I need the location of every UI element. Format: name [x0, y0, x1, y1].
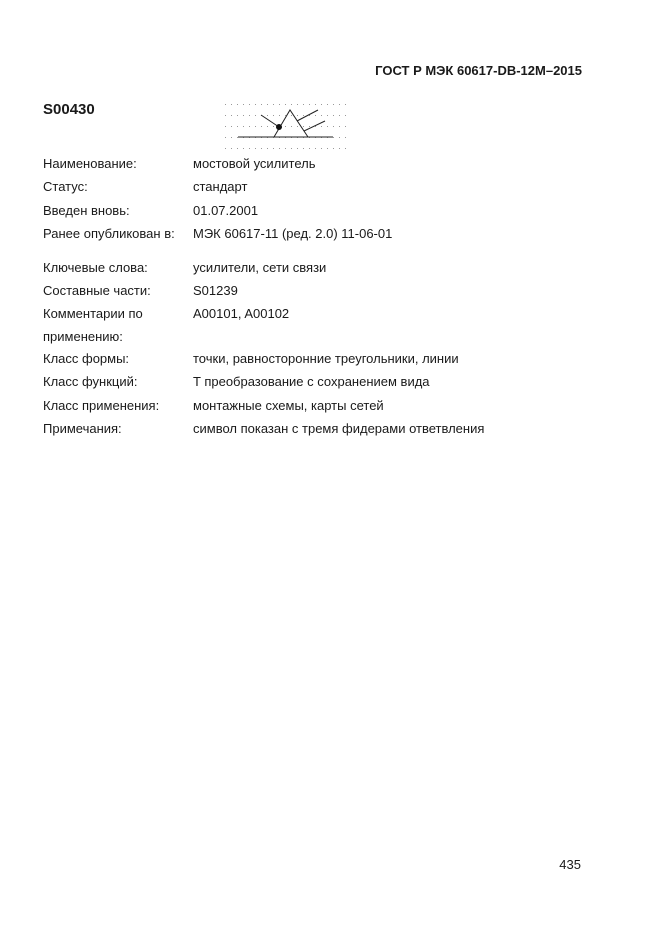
- standard-header: ГОСТ Р МЭК 60617-DB-12M–2015: [375, 63, 582, 78]
- grid-dot: [327, 115, 328, 116]
- grid-dot: [327, 104, 328, 105]
- grid-dot: [255, 115, 256, 116]
- grid-dot: [303, 148, 304, 149]
- grid-dot: [297, 104, 298, 105]
- grid-dot: [309, 126, 310, 127]
- grid-dot: [249, 104, 250, 105]
- grid-dot: [327, 126, 328, 127]
- grid-dot: [273, 148, 274, 149]
- grid-dot: [267, 148, 268, 149]
- grid-dot: [303, 126, 304, 127]
- grid-dot: [321, 126, 322, 127]
- grid-dot: [345, 104, 346, 105]
- grid-dot: [243, 148, 244, 149]
- grid-dot: [261, 104, 262, 105]
- grid-dot: [309, 104, 310, 105]
- grid-dot: [309, 148, 310, 149]
- grid-dot: [225, 137, 226, 138]
- grid-dot: [231, 137, 232, 138]
- grid-dot: [339, 148, 340, 149]
- grid-dot: [339, 126, 340, 127]
- grid-dot: [297, 115, 298, 116]
- grid-dot: [261, 126, 262, 127]
- grid-dot: [291, 104, 292, 105]
- grid-dot: [321, 104, 322, 105]
- bridge-amplifier-symbol-icon: [222, 100, 348, 152]
- grid-dot: [315, 104, 316, 105]
- grid-dot: [339, 104, 340, 105]
- grid-dot: [273, 104, 274, 105]
- grid-dot: [333, 115, 334, 116]
- grid-dot: [225, 115, 226, 116]
- grid-dot: [255, 104, 256, 105]
- grid-dot: [285, 126, 286, 127]
- grid-dot: [291, 115, 292, 116]
- grid-dot: [321, 115, 322, 116]
- grid-dot: [339, 115, 340, 116]
- grid-dot: [231, 104, 232, 105]
- grid-dot: [225, 126, 226, 127]
- grid-dot: [237, 126, 238, 127]
- symbol-code: S00430: [43, 101, 95, 118]
- grid-dot: [273, 115, 274, 116]
- grid-dot: [243, 104, 244, 105]
- grid-dot: [225, 104, 226, 105]
- grid-dot: [237, 137, 238, 138]
- grid-dot: [225, 148, 226, 149]
- grid-dot: [249, 148, 250, 149]
- grid-dot: [297, 126, 298, 127]
- grid-dot: [291, 148, 292, 149]
- document-page: ГОСТ Р МЭК 60617-DB-12M–2015 S00430 Наименование: мостовой усилитель Статус: стандарт Введен вновь: 01.07.2001 Ранее опубликован в: МЭК 60617-11 (ред. 2.0) 11-06-01 Ключевые слова: усилители, сети связи Составные части: S01239 Комментарии по A00101, A00102 применению: Класс формы: точки, равносторонние треугольники, линии Класс функций: T преобразование с сохранением вида Класс применения: монтажные схемы, карты сетей Примечания: символ показан с тремя фидерами ответвления 435: [0, 0, 661, 936]
- grid-dot: [255, 126, 256, 127]
- grid-dot: [285, 115, 286, 116]
- grid-dot: [285, 104, 286, 105]
- grid-dot: [237, 115, 238, 116]
- grid-dot: [267, 115, 268, 116]
- grid-dot: [243, 115, 244, 116]
- grid-dot: [321, 148, 322, 149]
- grid-dot: [237, 104, 238, 105]
- grid-dot: [303, 104, 304, 105]
- grid-dot: [279, 115, 280, 116]
- grid-dot: [291, 126, 292, 127]
- grid-dot: [339, 137, 340, 138]
- grid-dot: [333, 148, 334, 149]
- grid-dot: [333, 126, 334, 127]
- grid-dot: [237, 148, 238, 149]
- grid-dot: [297, 148, 298, 149]
- grid-dot: [315, 148, 316, 149]
- grid-dot: [303, 115, 304, 116]
- grid-dot: [279, 104, 280, 105]
- grid-dot: [285, 148, 286, 149]
- grid-dot: [243, 126, 244, 127]
- grid-dot: [261, 148, 262, 149]
- grid-dot: [231, 148, 232, 149]
- grid-dot: [327, 148, 328, 149]
- grid-dot: [345, 148, 346, 149]
- grid-dot: [249, 115, 250, 116]
- grid-dot: [333, 137, 334, 138]
- grid-dot: [249, 126, 250, 127]
- grid-dot: [345, 126, 346, 127]
- grid-dot: [333, 104, 334, 105]
- grid-dot: [279, 148, 280, 149]
- grid-dot: [267, 104, 268, 105]
- grid-dot: [231, 126, 232, 127]
- grid-dot: [345, 137, 346, 138]
- grid-dot: [255, 148, 256, 149]
- grid-dot: [345, 115, 346, 116]
- grid-dot: [267, 126, 268, 127]
- grid-dot: [231, 115, 232, 116]
- page-number: 435: [559, 857, 581, 872]
- grid-dot: [315, 115, 316, 116]
- grid-dot: [273, 126, 274, 127]
